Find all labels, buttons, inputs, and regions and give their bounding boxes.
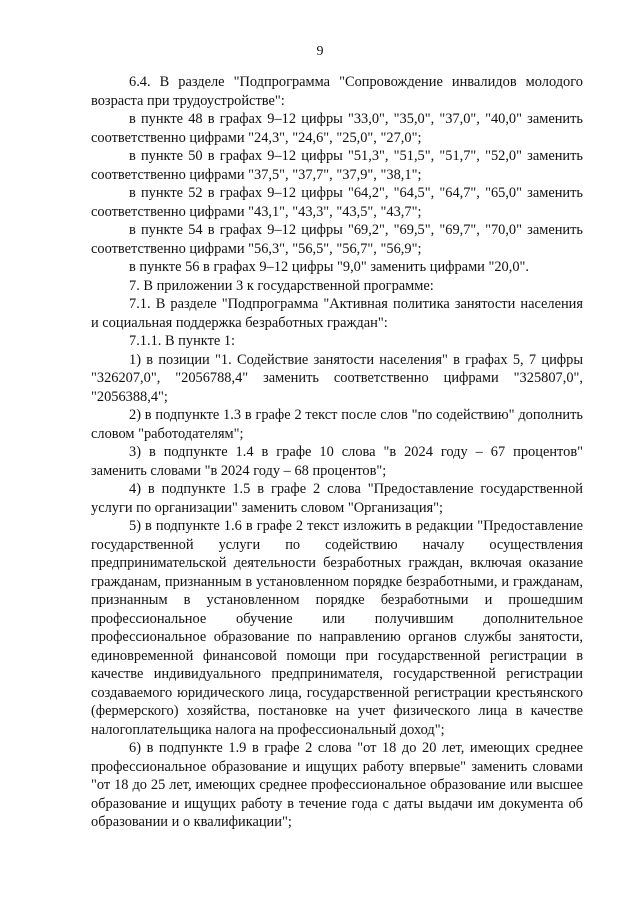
page-number: 9 xyxy=(316,44,324,59)
paragraph-subitem-5: 5) в подпункте 1.6 в графе 2 текст изложить в редакции "Предоставление государственной услуги по содействию началу осуществления предпринимательской деятельности безработных граждан, включая оказание гражданам, признанным в установленном порядке безработными, и гражданам, признанным в установленном порядке безработными и прошедшим профессиональное обучение или получившим дополнительное профессиональное образование по направлению органов службы занятости, единовременной финансовой помощи при государственной регистрации в качестве индивидуального предпринимателя, государственной регистрации создаваемого юридического лица, государственной регистрации крестьянского (фермерского) хозяйства, постановке на учет физического лица в качестве налогоплательщика налога на профессиональный доход"; xyxy=(91,518,583,738)
paragraph-subitem-3: 3) в подпункте 1.4 в графе 10 слова "в 2024 году – 67 процентов" заменить словами "в 2024 году – 68 процентов"; xyxy=(91,444,583,479)
paragraph-subitem-1: 1) в позиции "1. Содействие занятости населения" в графах 5, 7 цифры "326207,0", "2056788,4" заменить соответственно цифрами "325807,0", "2056388,4"; xyxy=(91,351,583,405)
paragraph-6-4: 6.4. В разделе "Подпрограмма "Сопровождение инвалидов молодого возраста при трудоустройстве": xyxy=(91,74,583,109)
paragraph-subitem-6: 6) в подпункте 1.9 в графе 2 слова "от 18 до 20 лет, имеющих среднее профессиональное образование и ищущих работу впервые" заменить словами "от 18 до 25 лет, имеющих среднее профессиональное образование или высшее образование и ищущих работу в течение года с даты выдачи им документа об образовании и о квалификации"; xyxy=(91,740,583,830)
paragraph-7-1-1: 7.1.1. В пункте 1: xyxy=(129,333,236,349)
paragraph-item-54: в пункте 54 в графах 9–12 цифры "69,2", "69,5", "69,7", "70,0" заменить соответственно цифрами "56,3", "56,5", "56,7", "56,9"; xyxy=(91,222,583,257)
paragraph-item-56: в пункте 56 в графах 9–12 цифры "9,0" заменить цифрами "20,0". xyxy=(129,259,530,275)
paragraph-item-48: в пункте 48 в графах 9–12 цифры "33,0", "35,0", "37,0", "40,0" заменить соответственно цифрами "24,3", "24,6", "25,0", "27,0"; xyxy=(91,111,583,146)
document-body xyxy=(91,73,583,832)
paragraph-subitem-4: 4) в подпункте 1.5 в графе 2 слова "Предоставление государственной услуги по организации" заменить словом "Организация"; xyxy=(91,481,583,516)
paragraph-item-50: в пункте 50 в графах 9–12 цифры "51,3", "51,5", "51,7", "52,0" заменить соответственно цифрами "37,5", "37,7", "37,9", "38,1"; xyxy=(91,148,583,183)
paragraph-subitem-2: 2) в подпункте 1.3 в графе 2 текст после слов "по содействию" дополнить словом "работодателям"; xyxy=(91,407,583,442)
paragraph-item-52: в пункте 52 в графах 9–12 цифры "64,2", "64,5", "64,7", "65,0" заменить соответственно цифрами "43,1", "43,3", "43,5", "43,7"; xyxy=(91,185,583,220)
paragraph-7: 7. В приложении 3 к государственной программе: xyxy=(129,277,434,294)
paragraph-7-1: 7.1. В разделе "Подпрограмма "Активная политика занятости населения и социальная поддержка безработных граждан": xyxy=(91,296,583,331)
